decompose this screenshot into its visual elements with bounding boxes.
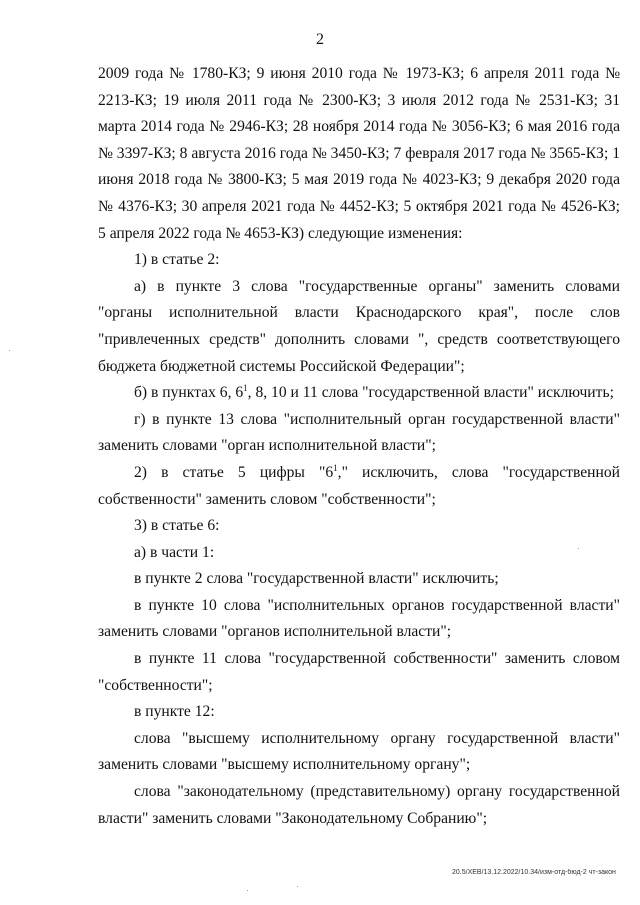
text-run: слова "высшему исполнительному органу государственной власти" заменить словами "высшему исполнительному органу"; <box>98 729 620 774</box>
scan-speck <box>247 890 248 891</box>
footer-file-code: 20.5/XEB/13.12.2022/10.34/изм-отд-бюд-2 чт-закон <box>452 869 616 876</box>
paragraph-p11 <box>98 699 620 726</box>
document-body <box>98 61 620 832</box>
superscript: 1 <box>333 462 338 473</box>
text-run: 2009 года № 1780-КЗ; 9 июня 2010 года № 1973-КЗ; 6 апреля 2011 года № 2213-КЗ; 19 июля 2011 года № 2300-КЗ; 3 июля 2012 года № 2531-КЗ; 31 марта 2014 года № 2946-КЗ; 28 ноября 2014 года № 3056-КЗ; 6 мая 2016 года № 3397-КЗ; 8 августа 2016 года № 3450-КЗ; 7 февраля 2017 года № 3565-КЗ; 1 июня 2018 года № 3800-КЗ; 5 мая 2019 года № 4023-КЗ; 9 декабря 2020 года № 4376-КЗ; 30 апреля 2021 года № 4452-КЗ; 5 октября 2021 года № 4526-КЗ; 5 апреля 2022 года № 4653-КЗ) следующие изменения: <box>98 65 620 242</box>
paragraph-p13 <box>98 779 620 832</box>
paragraph-p0 <box>98 61 620 247</box>
paragraph-p2 <box>98 274 620 380</box>
text-run: ," исключить, слова "государственной собственности" заменить словом "собственности"; <box>98 463 620 508</box>
paragraph-p5 <box>98 460 620 513</box>
scan-speck <box>578 548 579 549</box>
text-run: в пункте 10 слова "исполнительных органов государственной власти" заменить словами "органов исполнительной власти"; <box>98 596 620 641</box>
paragraph-p8 <box>98 566 620 593</box>
scan-speck <box>9 350 10 351</box>
paragraph-p10 <box>98 646 620 699</box>
text-run: 3) в статье 6: <box>134 517 220 535</box>
text-run: 2) в статье 5 цифры "6 <box>134 463 334 481</box>
text-run: , 8, 10 и 11 слова "государственной власти" исключить; <box>247 384 614 402</box>
paragraph-p4 <box>98 407 620 460</box>
text-run: а) в части 1: <box>134 543 215 561</box>
text-run: 1) в статье 2: <box>134 251 220 269</box>
text-run: а) в пункте 3 слова "государственные органы" заменить словами "органы исполнительной власти Краснодарского края", после слов "привлеченных средств" дополнить словами ", средств соответствующего бюджета бюджетной системы Российской Федерации"; <box>98 277 620 375</box>
text-run: в пункте 11 слова "государственной собственности" заменить словом "собственности"; <box>98 650 620 694</box>
paragraph-p3 <box>98 380 620 407</box>
text-run: в пункте 12: <box>134 703 215 721</box>
text-run: б) в пунктах 6, 6 <box>134 384 244 402</box>
paragraph-p1 <box>98 247 620 274</box>
paragraph-p9 <box>98 593 620 646</box>
paragraph-p12 <box>98 726 620 779</box>
scan-speck <box>297 886 298 887</box>
page-number: 2 <box>316 31 324 48</box>
paragraph-p6 <box>98 513 620 540</box>
paragraph-p7 <box>98 540 620 567</box>
superscript: 1 <box>243 383 248 394</box>
text-run: в пункте 2 слова "государственной власти" исключить; <box>134 570 499 588</box>
text-run: г) в пункте 13 слова "исполнительный орган государственной власти" заменить словами "орган исполнительной власти"; <box>98 410 620 455</box>
text-run: слова "законодательному (представительному) органу государственной власти" заменить словами "Законодательному Собранию"; <box>98 783 620 827</box>
